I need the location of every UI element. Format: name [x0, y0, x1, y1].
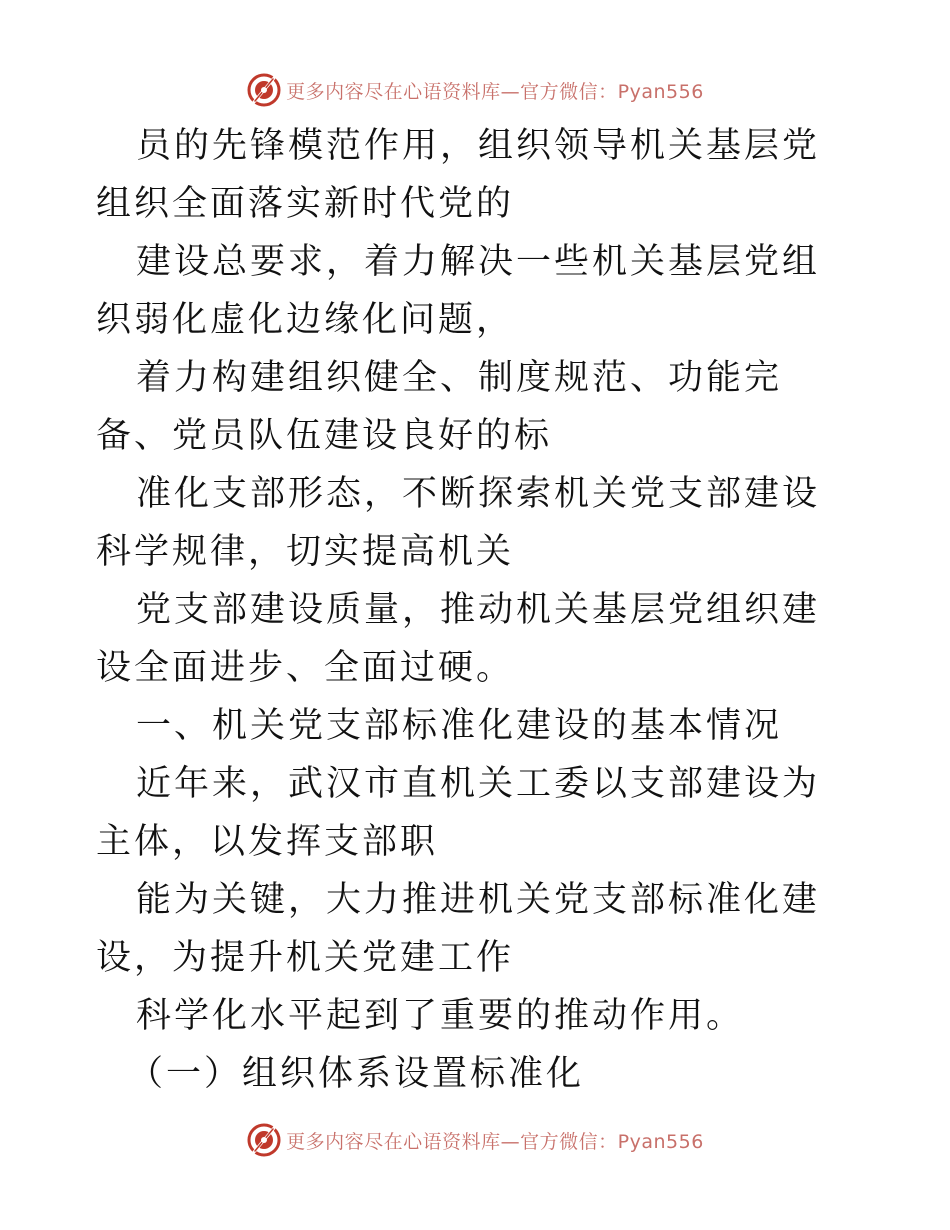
paragraph: 员的先锋模范作用，组织领导机关基层党组织全面落实新时代党的 — [96, 126, 821, 224]
section-heading: 一、机关党支部标准化建设的基本情况 — [136, 706, 783, 746]
header-watermark — [0, 70, 950, 110]
paragraph: 建设总要求，着力解决一些机关基层党组织弱化虚化边缘化问题， — [96, 242, 821, 340]
paragraph: 党支部建设质量，推动机关基层党组织建设全面进步、全面过硬。 — [96, 590, 821, 688]
subsection-heading: （一）组织体系设置标准化 — [128, 1054, 585, 1094]
watermark-text: 更多内容尽在心语资料库—官方微信：Pyan556 — [286, 80, 704, 103]
watermark-text: 更多内容尽在心语资料库—官方微信：Pyan556 — [286, 1130, 704, 1153]
paragraph: 着力构建组织健全、制度规范、功能完备、党员队伍建设良好的标 — [96, 358, 783, 456]
document-body — [96, 117, 856, 1103]
paragraph: 近年来，武汉市直机关工委以支部建设为主体，以发挥支部职 — [96, 764, 821, 862]
paragraph: 科学化水平起到了重要的推动作用。 — [136, 996, 745, 1036]
red-seal-pen-logo-icon — [246, 72, 282, 108]
red-seal-pen-logo-icon — [246, 1122, 282, 1158]
footer-watermark — [0, 1120, 950, 1160]
paragraph: 准化支部形态，不断探索机关党支部建设科学规律，切实提高机关 — [96, 474, 821, 572]
paragraph: 能为关键，大力推进机关党支部标准化建设，为提升机关党建工作 — [96, 880, 821, 978]
